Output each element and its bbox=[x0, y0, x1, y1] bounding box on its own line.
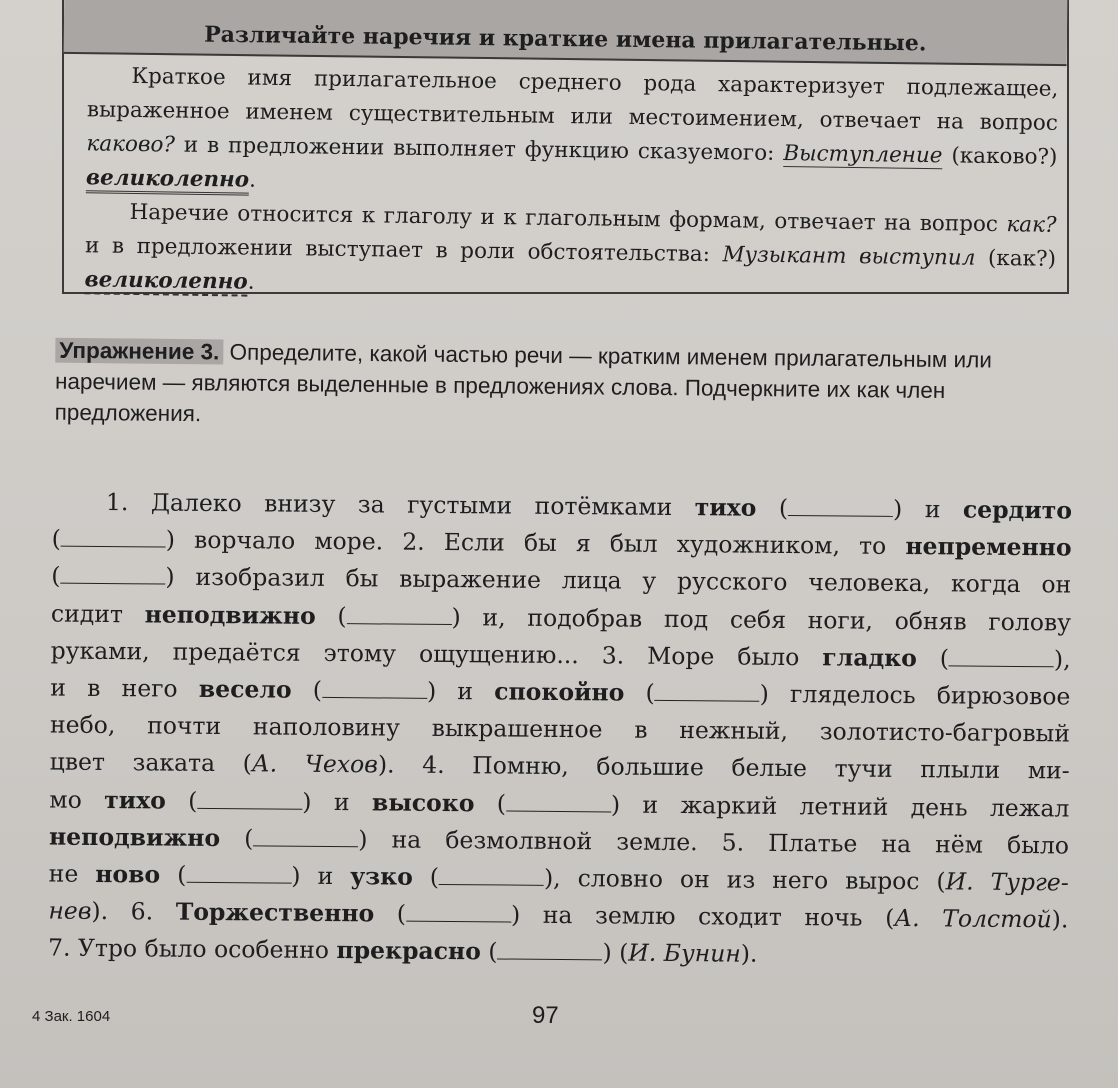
rule-example-subject: Выступление bbox=[783, 141, 943, 169]
exercise-text-span: ) на землю сходит ночь ( bbox=[510, 900, 895, 933]
author-name: нев bbox=[48, 896, 92, 926]
rule-example-predicate: великолепно bbox=[86, 165, 250, 195]
highlighted-word: прекрасно bbox=[336, 936, 481, 966]
author-name: И. Турге- bbox=[945, 867, 1069, 897]
rule-text: . bbox=[247, 269, 255, 295]
exercise-text-span: ( bbox=[51, 561, 61, 591]
rule-text: (каково?) bbox=[942, 143, 1058, 170]
exercise-text-span: цвет заката ( bbox=[49, 747, 253, 778]
exercise-text-span: ) гляделось бирюзовое bbox=[759, 679, 1071, 711]
highlighted-word: сердито bbox=[962, 495, 1073, 525]
exercise-text-span: ( bbox=[165, 786, 198, 815]
rule-text: и в предложении выполняет функцию сказуемого: bbox=[174, 132, 784, 167]
answer-blank[interactable] bbox=[197, 789, 302, 809]
exercise-text-span: ( bbox=[756, 493, 789, 522]
answer-blank[interactable] bbox=[253, 827, 358, 847]
exercise-label: Упражнение 3. bbox=[55, 338, 223, 365]
highlighted-word: Торжественно bbox=[175, 897, 375, 928]
exercise-text-span: ) и bbox=[291, 861, 351, 891]
exercise-text-span: ). bbox=[740, 940, 758, 969]
exercise-text-span: ). 4. Помню, большие белые тучи плыли ми- bbox=[377, 750, 1070, 785]
page-number: 97 bbox=[532, 1002, 559, 1029]
rule-text: . bbox=[248, 167, 257, 193]
answer-blank[interactable] bbox=[347, 605, 452, 625]
author-name: И. Бунин bbox=[628, 939, 741, 969]
highlighted-word: весело bbox=[198, 674, 292, 704]
exercise-task: Определите, какой частью речи — кратким именем прилагательным или наречием — являются выделенные в предложениях слова. Подчеркните их как член предложения. bbox=[54, 339, 992, 427]
exercise-text-span: ), bbox=[1053, 645, 1071, 674]
exercise-text-span: ). 6. bbox=[91, 897, 176, 926]
author-name: А. Толстой bbox=[894, 904, 1052, 934]
rule-paragraph-adjective bbox=[86, 59, 1059, 209]
exercise-text-span: ) ( bbox=[602, 938, 629, 968]
answer-blank[interactable] bbox=[439, 866, 544, 886]
exercise-text-span: ) и bbox=[426, 676, 495, 706]
exercise-text-span: ( bbox=[624, 678, 655, 707]
rule-question: как? bbox=[1006, 212, 1057, 238]
exercise-text-span: и в него bbox=[50, 673, 199, 703]
highlighted-word: тихо bbox=[104, 785, 166, 815]
rule-box bbox=[62, 0, 1069, 294]
exercise-text-span: ( bbox=[51, 524, 61, 553]
exercise-text-span: ). bbox=[1051, 905, 1069, 934]
exercise-heading bbox=[55, 335, 1071, 439]
answer-blank[interactable] bbox=[497, 941, 602, 961]
exercise-text-span: ( bbox=[160, 860, 187, 889]
exercise-text-span: ) и bbox=[302, 787, 373, 816]
exercise-text-span: ) ворчало море. 2. Если бы я был художником, то bbox=[165, 525, 906, 561]
exercise-text-span: ) и bbox=[892, 494, 964, 524]
answer-blank[interactable] bbox=[60, 565, 165, 585]
answer-blank[interactable] bbox=[949, 647, 1054, 667]
print-order-number: 4 Зак. 1604 bbox=[32, 1008, 111, 1025]
rule-example-adverbial: великолепно bbox=[84, 267, 248, 295]
answer-blank[interactable] bbox=[406, 903, 511, 923]
rule-text: и в предложении выступает в роли обстоятельства: bbox=[84, 233, 723, 268]
highlighted-word: тихо bbox=[694, 493, 757, 522]
exercise-text-span: мо bbox=[49, 785, 105, 814]
rule-body bbox=[62, 53, 1068, 311]
exercise-text-span: ( bbox=[916, 643, 950, 673]
exercise-text-span: руками, предаётся этому ощущению... 3. Море было bbox=[50, 636, 823, 672]
rule-text: Наречие относится к глаголу и к глагольным формам, отвечает на вопрос bbox=[129, 199, 1007, 238]
exercise-text bbox=[48, 484, 1072, 977]
rule-text: Краткое имя прилагательное среднего рода характеризует подлежащее, выраженное именем существительным или местоимением, отвечает на вопрос bbox=[86, 63, 1059, 136]
exercise-text-span: 7. Утро было особенно bbox=[47, 933, 337, 965]
author-name: А. Чехов bbox=[251, 749, 379, 779]
exercise-text-span: ( bbox=[374, 899, 407, 928]
exercise-text-span: сидит bbox=[50, 599, 145, 628]
highlighted-word: неподвижно bbox=[144, 599, 316, 630]
exercise-text-span: ( bbox=[219, 823, 254, 853]
exercise-text-span: ( bbox=[412, 862, 440, 891]
highlighted-word: высоко bbox=[371, 787, 475, 817]
exercise-text-span: ), словно он из него вырос ( bbox=[543, 863, 946, 896]
answer-blank[interactable] bbox=[788, 497, 893, 517]
answer-blank[interactable] bbox=[186, 864, 291, 884]
rule-paragraph-adverb bbox=[84, 195, 1056, 311]
rule-example-sentence: Музыкант выступил bbox=[722, 242, 976, 271]
exercise-text-span: ( bbox=[315, 601, 347, 630]
rule-title: Различайте наречия и краткие имена прилагательные. bbox=[64, 0, 1068, 66]
exercise-text-span: ( bbox=[480, 937, 498, 966]
highlighted-word: ново bbox=[95, 859, 161, 889]
answer-blank[interactable] bbox=[655, 682, 760, 702]
exercise-text-span: ) и, подобрав под себя ноги, обняв голову bbox=[451, 602, 1072, 637]
exercise-text-span: ) на безмолвной земле. 5. Платье на нём было bbox=[358, 825, 1070, 860]
highlighted-word: непременно bbox=[905, 532, 1072, 562]
answer-blank[interactable] bbox=[506, 792, 611, 812]
exercise-text-span: ) и жаркий летний день лежал bbox=[610, 790, 1070, 823]
highlighted-word: спокойно bbox=[494, 677, 625, 707]
exercise-text-span: 1. Далеко внизу за густыми потёмками bbox=[105, 488, 695, 522]
rule-question: каково? bbox=[86, 131, 176, 158]
highlighted-word: неподвижно bbox=[48, 822, 221, 852]
exercise-text-span: небо, почти наполовину выкрашенное в нежный, золотисто-багровый bbox=[49, 710, 1071, 748]
exercise-text-span: ( bbox=[474, 788, 507, 818]
highlighted-word: узко bbox=[350, 862, 413, 891]
exercise-text-span: ( bbox=[291, 675, 323, 704]
exercise-text-span: не bbox=[48, 859, 96, 888]
exercise-text-span: ) изобразил бы выражение лица у русского человека, когда он bbox=[165, 562, 1072, 599]
highlighted-word: гладко bbox=[822, 643, 917, 672]
answer-blank[interactable] bbox=[322, 679, 427, 699]
rule-text: (как?) bbox=[975, 245, 1057, 272]
answer-blank[interactable] bbox=[61, 528, 166, 548]
